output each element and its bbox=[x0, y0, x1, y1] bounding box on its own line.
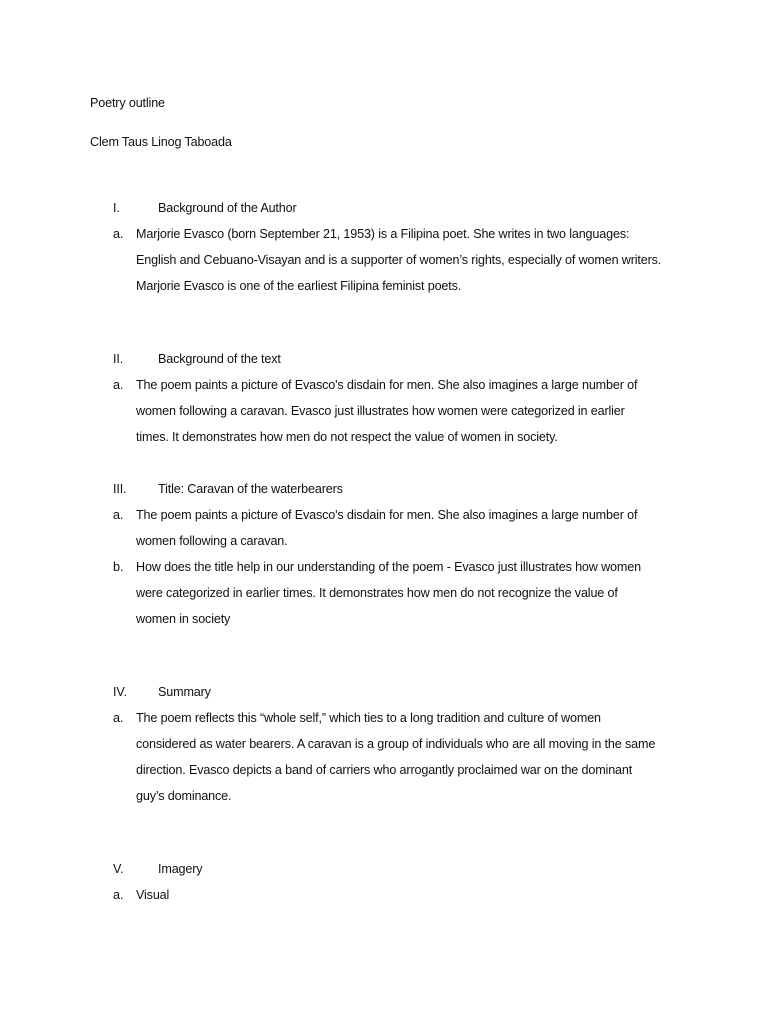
section-number: IV. bbox=[113, 685, 127, 699]
section-heading: Summary bbox=[158, 685, 211, 699]
item-label: a. bbox=[113, 508, 124, 522]
document-author: Clem Taus Linog Taboada bbox=[90, 135, 232, 149]
item-line: women in society bbox=[136, 612, 231, 626]
item-line: women following a caravan. Evasco just illustrates how women were categorized in earlier bbox=[136, 404, 625, 418]
section-heading: Background of the text bbox=[158, 352, 281, 366]
item-label: a. bbox=[113, 227, 124, 241]
item-line: The poem paints a picture of Evasco's disdain for men. She also imagines a large number of bbox=[136, 508, 638, 522]
item-line: Visual bbox=[136, 888, 170, 902]
section-number: I. bbox=[113, 201, 120, 215]
item-line: considered as water bearers. A caravan is a group of individuals who are all moving in the same bbox=[136, 737, 656, 751]
section-number: II. bbox=[113, 352, 124, 366]
item-line: Marjorie Evasco (born September 21, 1953) is a Filipina poet. She writes in two languages: bbox=[136, 227, 630, 241]
section-heading: Imagery bbox=[158, 862, 203, 876]
item-line: guy’s dominance. bbox=[136, 789, 232, 803]
item-label: b. bbox=[113, 560, 124, 574]
item-label: a. bbox=[113, 711, 124, 725]
item-line: The poem paints a picture of Evasco's disdain for men. She also imagines a large number of bbox=[136, 378, 638, 392]
item-line: were categorized in earlier times. It demonstrates how men do not recognize the value of bbox=[136, 586, 618, 600]
section-number: III. bbox=[113, 482, 127, 496]
item-line: women following a caravan. bbox=[136, 534, 288, 548]
item-line: times. It demonstrates how men do not respect the value of women in society. bbox=[136, 430, 558, 444]
section-heading: Title: Caravan of the waterbearers bbox=[158, 482, 343, 496]
item-line: How does the title help in our understanding of the poem - Evasco just illustrates how women bbox=[136, 560, 641, 574]
item-line: direction. Evasco depicts a band of carriers who arrogantly proclaimed war on the dominant bbox=[136, 763, 633, 777]
item-label: a. bbox=[113, 378, 124, 392]
section-number: V. bbox=[113, 862, 124, 876]
document-title: Poetry outline bbox=[90, 96, 165, 110]
item-line: Marjorie Evasco is one of the earliest Filipina feminist poets. bbox=[136, 279, 462, 293]
section-heading: Background of the Author bbox=[158, 201, 297, 215]
item-label: a. bbox=[113, 888, 124, 902]
item-line: The poem reflects this “whole self,” which ties to a long tradition and culture of women bbox=[136, 711, 601, 725]
item-line: English and Cebuano-Visayan and is a supporter of women’s rights, especially of women writers. bbox=[136, 253, 662, 267]
